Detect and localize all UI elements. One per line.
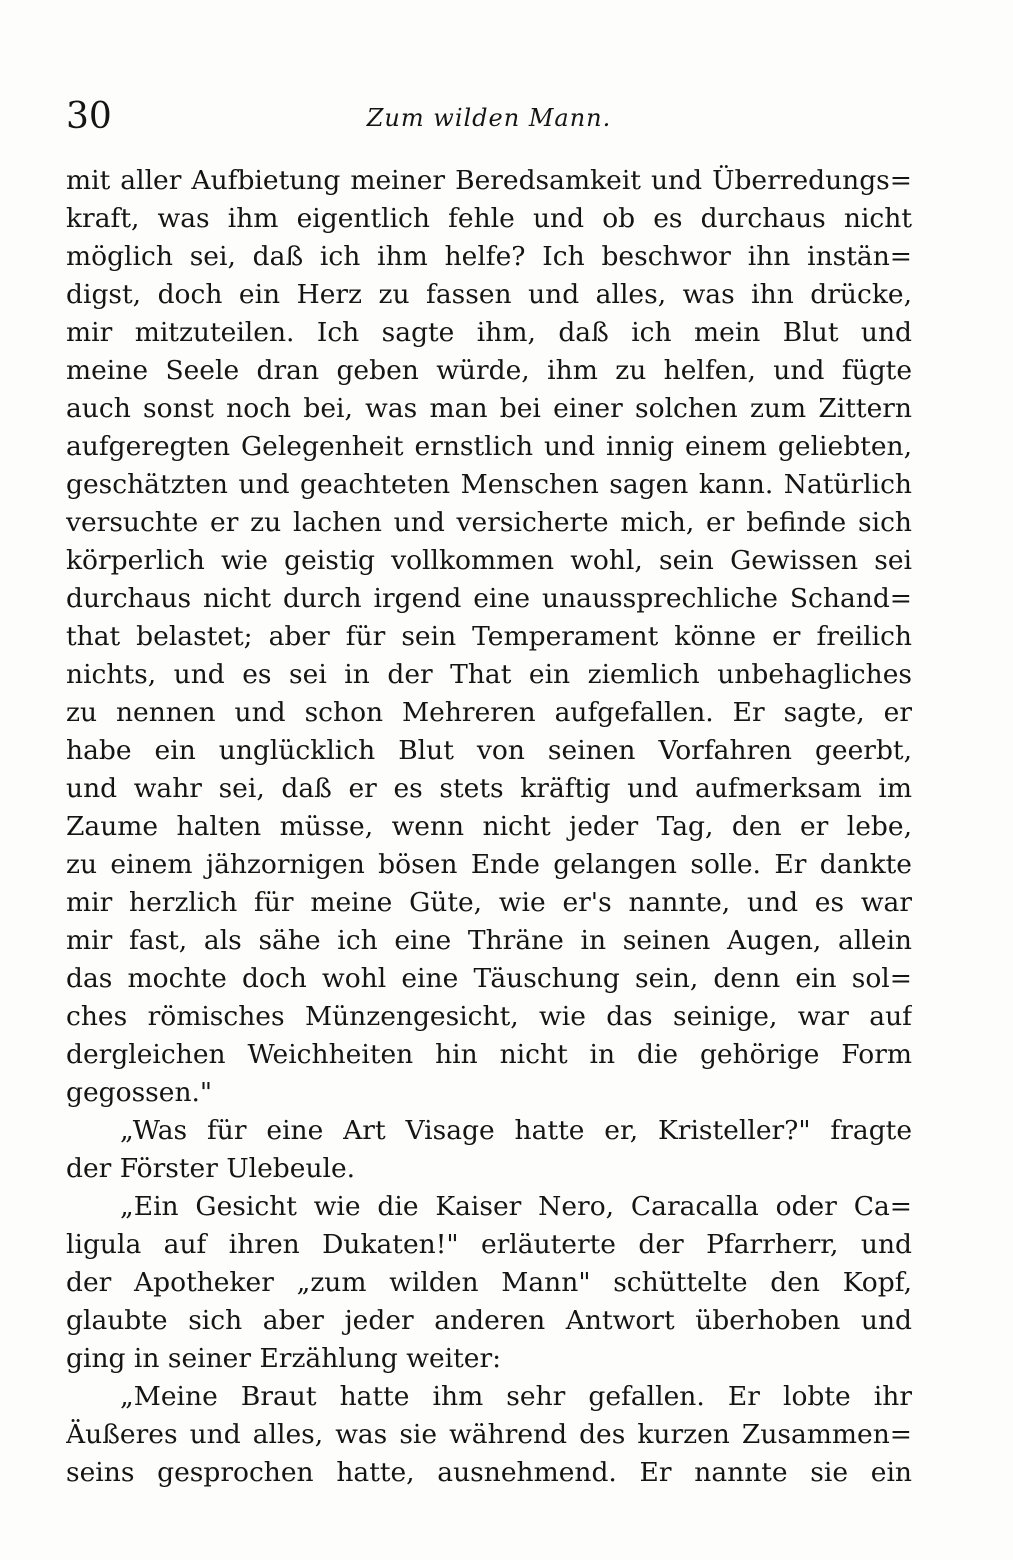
text-line: zu einem jähzornigen bösen Ende gelangen solle. Er dankte [66,849,912,880]
text-line: „Was für eine Art Visage hatte er, Kristeller?" fragte [120,1115,912,1146]
text-line: körperlich wie geistig vollkommen wohl, sein Gewissen sei [66,545,912,576]
text-line: und wahr sei, daß er es stets kräftig und aufmerksam im [66,773,912,804]
text-line: that belastet; aber für sein Temperament könne er freilich [66,621,912,652]
text-line: „Ein Gesicht wie die Kaiser Nero, Caracalla oder Ca= [120,1191,912,1222]
body-text [66,162,912,1492]
running-head: Zum wilden Mann. [366,104,612,132]
text-line: zu nennen und schon Mehreren aufgefallen. Er sagte, er [66,697,912,728]
text-line: ging in seiner Erzählung weiter: [66,1343,502,1374]
text-line: mit aller Aufbietung meiner Beredsamkeit und Überredungs= [66,165,912,196]
text-line: nichts, und es sei in der That ein ziemlich unbehagliches [66,659,912,690]
text-line: mir mitzuteilen. Ich sagte ihm, daß ich mein Blut und [66,317,912,348]
text-line: meine Seele dran geben würde, ihm zu helfen, und fügte [66,355,912,386]
text-line: glaubte sich aber jeder anderen Antwort überhoben und [66,1305,912,1336]
text-line: gegossen." [66,1077,213,1108]
text-line: ches römisches Münzengesicht, wie das seinige, war auf [66,1001,912,1032]
text-line: dergleichen Weichheiten hin nicht in die gehörige Form [66,1039,912,1070]
text-line: ligula auf ihren Dukaten!" erläuterte der Pfarrherr, und [66,1229,912,1260]
text-line: das mochte doch wohl eine Täuschung sein, denn ein sol= [66,963,912,994]
text-line: mir herzlich für meine Güte, wie er's nannte, und es war [66,887,912,918]
text-line: „Meine Braut hatte ihm sehr gefallen. Er lobte ihr [120,1381,912,1412]
text-line: Äußeres und alles, was sie während des kurzen Zusammen= [66,1419,912,1450]
page-header [66,92,912,142]
text-line: mir fast, als sähe ich eine Thräne in seinen Augen, allein [66,925,912,956]
page-number: 30 [66,96,112,137]
text-line: habe ein unglücklich Blut von seinen Vorfahren geerbt, [66,735,912,766]
text-line: durchaus nicht durch irgend eine unaussprechliche Schand= [66,583,912,614]
text-line: versuchte er zu lachen und versicherte mich, er befinde sich [66,507,912,538]
text-line: kraft, was ihm eigentlich fehle und ob es durchaus nicht [66,203,912,234]
text-line: der Förster Ulebeule. [66,1153,356,1184]
text-line: Zaume halten müsse, wenn nicht jeder Tag, den er lebe, [66,811,912,842]
text-line: auch sonst noch bei, was man bei einer solchen zum Zittern [66,393,912,424]
text-line: geschätzten und geachteten Menschen sagen kann. Natürlich [66,469,912,500]
text-line: seins gesprochen hatte, ausnehmend. Er nannte sie ein [66,1457,912,1488]
text-line: möglich sei, daß ich ihm helfe? Ich beschwor ihn instän= [66,241,912,272]
text-line: der Apotheker „zum wilden Mann" schüttelte den Kopf, [66,1267,912,1298]
text-line: aufgeregten Gelegenheit ernstlich und innig einem geliebten, [66,431,912,462]
text-line: digst, doch ein Herz zu fassen und alles, was ihn drücke, [66,279,912,310]
